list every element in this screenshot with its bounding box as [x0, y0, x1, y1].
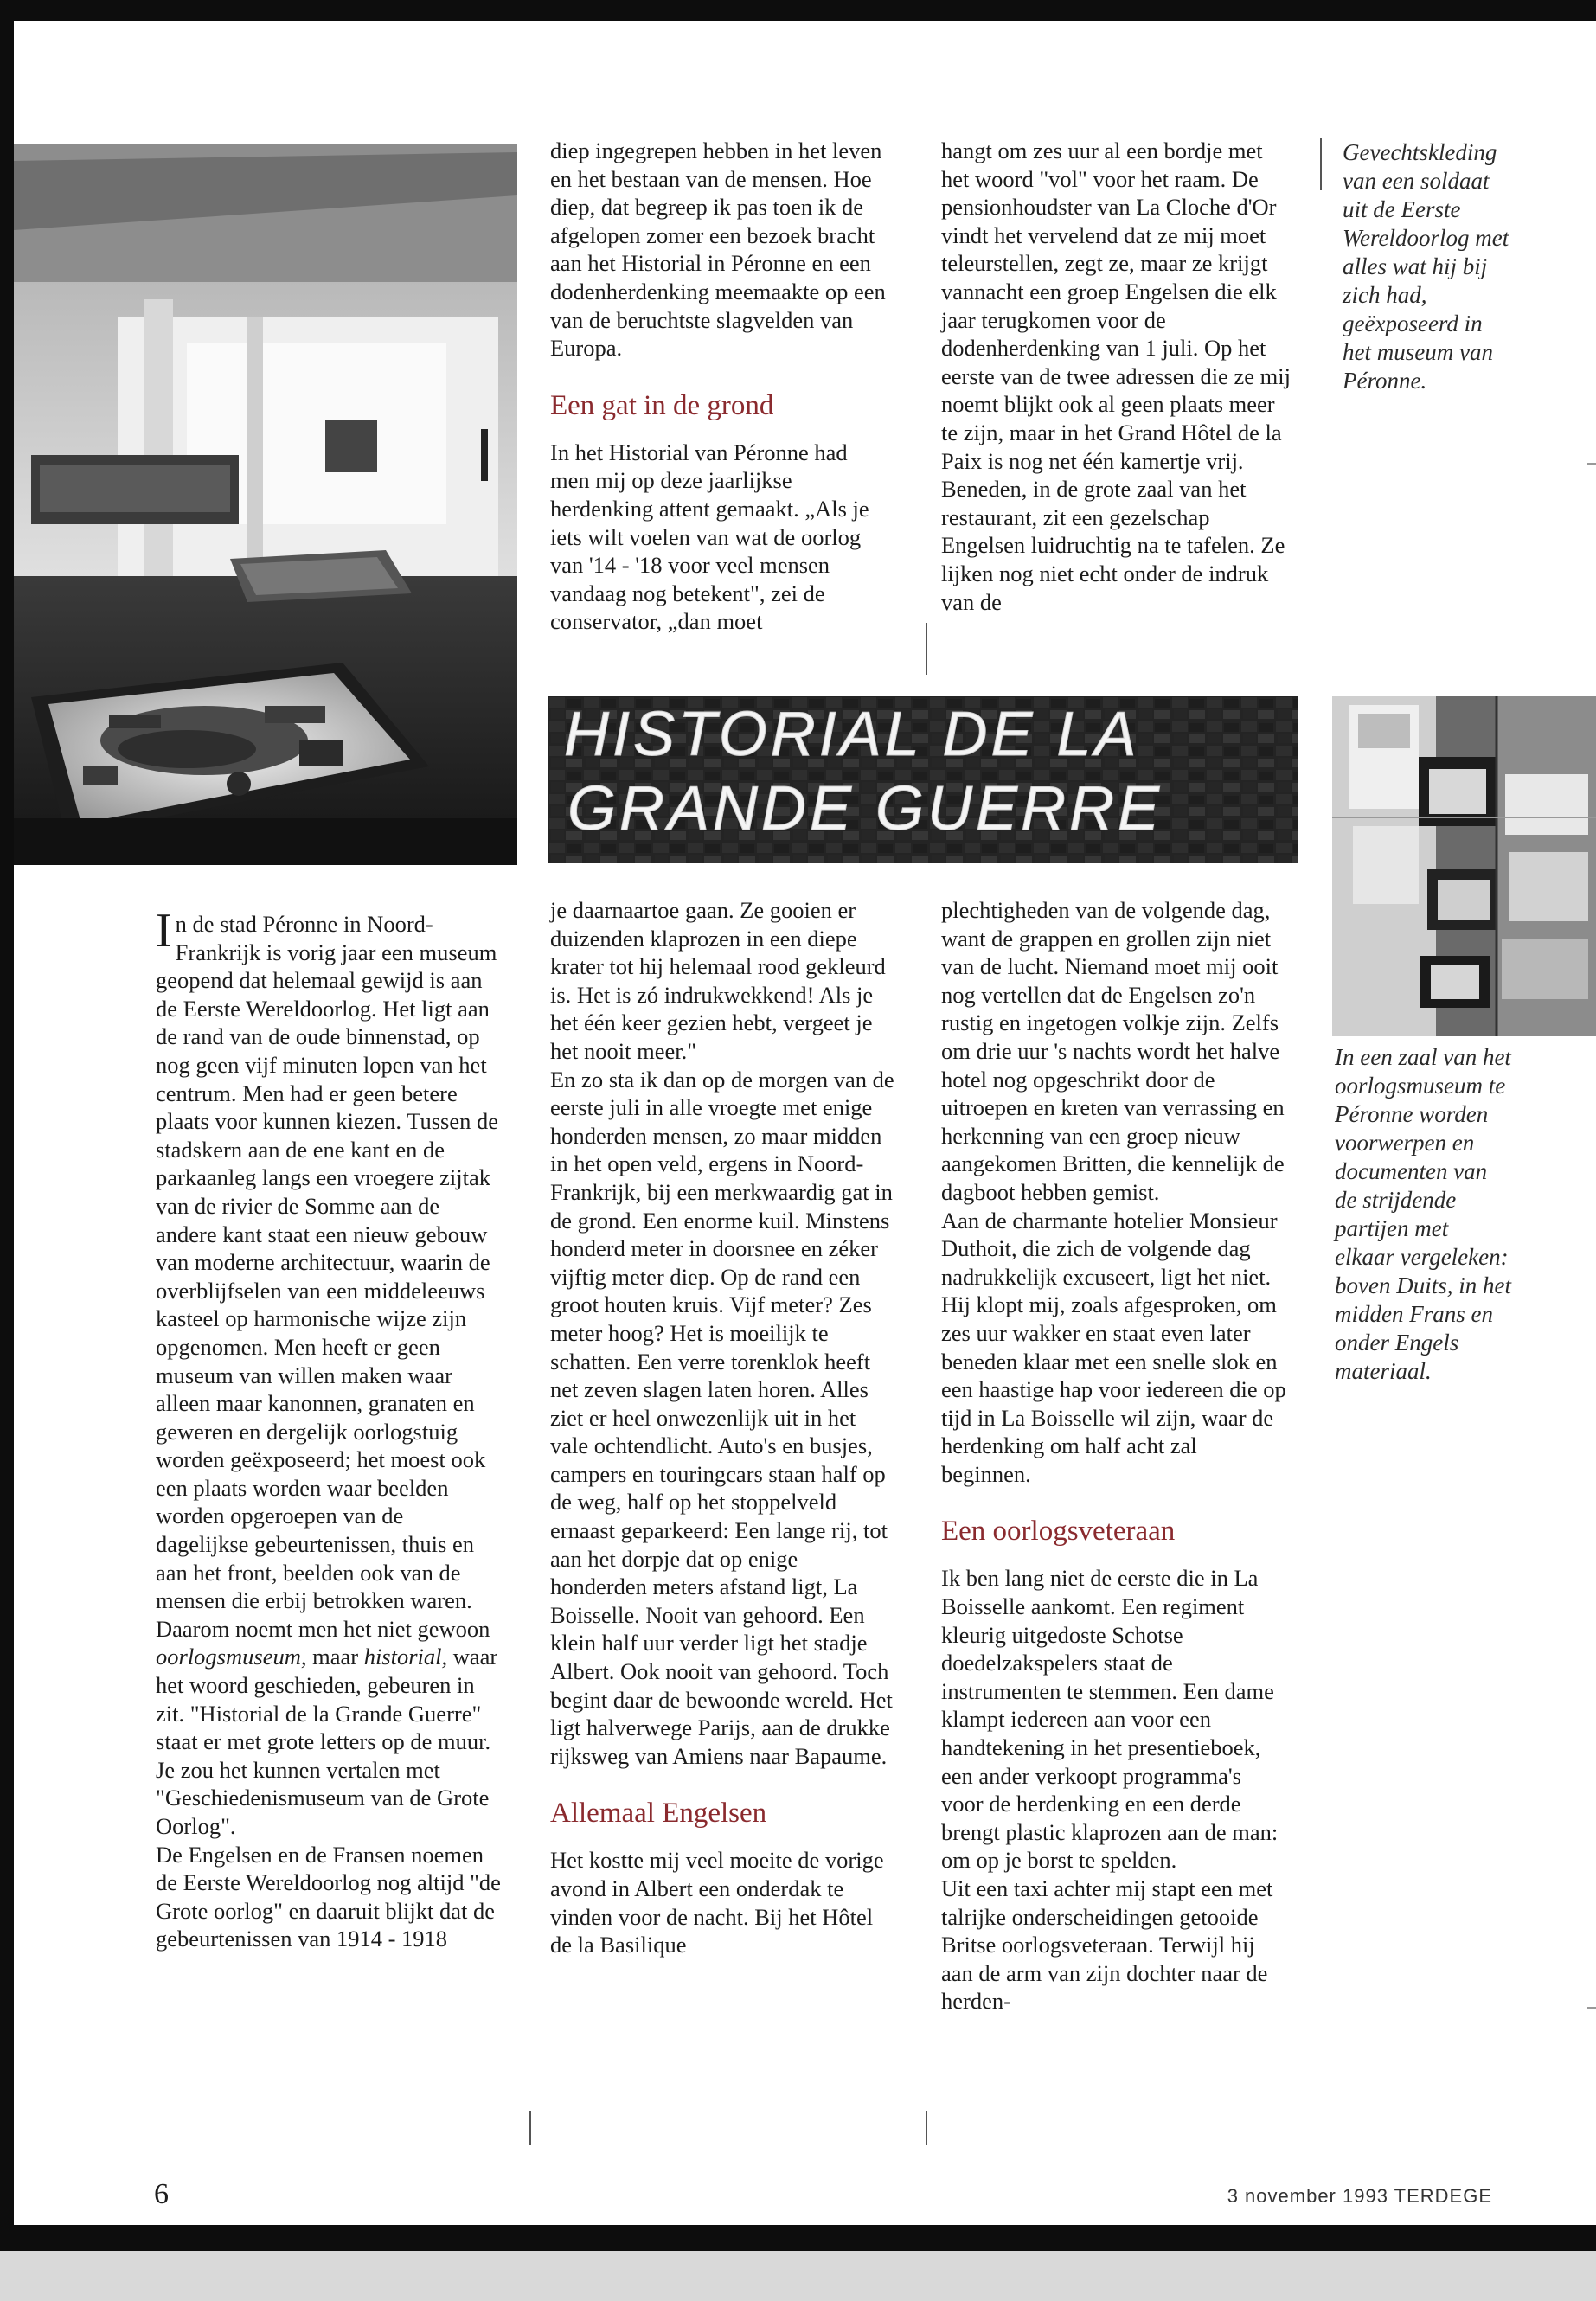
- museum-hall-photo: [14, 144, 517, 865]
- paragraph: Uit een taxi achter mij stapt een met talrijke onderscheidingen getooide Britse oorlogsveteraan. Terwijl hij aan de arm van zijn dochter naar de herden-: [941, 1875, 1273, 2015]
- scan-border-left: [0, 0, 14, 2301]
- paragraph: In de stad Péronne in Noord-Frankrijk is vorig jaar een museum geopend dat helemaal gewijd is aan de Eerste Wereldoorlog. Het ligt aan de rand van de oude binnenstad, op nog geen vijf minuten lopen van het centrum. Men had er geen betere plaats voor kunnen kiezen. Tussen de stadskern aan de ene kant en de parkaanleg langs een vroegere zijtak van de rivier de Somme aan de andere kant staat een nieuw gebouw van moderne architectuur, waarin de overblijfselen van een middeleeuws kasteel op harmonische wijze zijn opgenomen. Men heeft er geen museum van willen maken waar alleen maar kanonnen, granaten en geweren en dergelijk oorlogstuig worden geëxposeerd; het moest ook een plaats worden waar beelden worden opgeroepen van de dagelijkse gebeurtenissen, thuis en aan het front, beelden ook van de mensen die erbij betrokken waren. Daarom noemt men het niet gewoon oorlogsmuseum, maar historial, waar het woord geschieden, gebeuren in zit. "Historial de la Grande Guerre" staat er met grote letters op de muur. Je zou het kunnen vertalen met "Geschiedenismuseum van de Grote Oorlog".: [156, 904, 498, 1839]
- paragraph: plechtigheden van de volgende dag, want de grappen en grollen zijn niet van de lucht. Niemand moet mij ooit nog vertellen dat de Engelsen zo'n rustig en ingetogen volkje zijn. Zelfs om drie uur 's nachts wordt het halve hotel nog opgeschrikt door de uitroepen en kreten van verrassing en herkenning van een groep nieuw aangekomen Britten, die kennelijk de dagboot hebben gemist.: [941, 897, 1285, 1205]
- caption-display-room: In een zaal van het oorlogsmuseum te Péronne worden voorwerpen en documenten van de strijdende partijen met elkaar vergeleken: boven Duits, in het midden Frans en onder Engels materiaal.: [1335, 1044, 1511, 1384]
- section-heading: Een oorlogsveteraan: [941, 1516, 1176, 1548]
- caption-uniform: Gevechtskleding van een soldaat uit de Eerste Wereldoorlog met alles wat hij bij zich had, geëxposeerd in het museum van Péronne.: [1343, 139, 1509, 394]
- paragraph: Het kostte mij veel moeite de vorige avond in Albert een onderdak te vinden voor de nacht. Bij het Hôtel de la Basilique: [550, 1847, 884, 1958]
- column-rule: [926, 623, 927, 675]
- paragraph: je daarnaartoe gaan. Ze gooien er duizenden klaprozen in een diepe krater tot hij helemaal rood gekleurd is. Het is zó indrukwekkend! Als je het één keer gezien hebt, vergeet je het nooit meer.": [550, 897, 886, 1064]
- historial-sign-photo: [548, 696, 1298, 863]
- paragraph: En zo sta ik dan op de morgen van de eerste juli in alle vroegte met enige honderden mensen, zo maar midden in het open veld, ergens in Noord-Frankrijk, bij een merkwaardig gat in de grond. Een enorme kuil. Minstens honderd meter in doorsnee en zéker vijftig meter diep. Op de rand een groot houten kruis. Vijf meter? Zes meter hoog? Het is moeilijk te schatten. Een verre torenklok heeft net zeven slagen laten horen. Alles ziet er heel onwezenlijk uit in het vale ochtendlicht. Auto's en busjes, campers en touringcars staan half op de weg, half op het stoppelveld ernaast geparkeerd: Een lange rij, tot aan het dorpje dat op enige honderden meters afstand ligt, La Boisselle. Nooit van gehoord. Een klein half uur verder ligt het stadje Albert. Ook nooit van gehoord. Toch begint daar de bewoonde wereld. Het ligt halverwege Parijs, aan de drukke rijksweg van Amiens naar Bapaume.: [550, 1066, 894, 1769]
- paragraph: diep ingegrepen hebben in het leven en het bestaan van de mensen. Hoe diep, dat begreep ik pas toen ik de afgelopen zomer een bezoek bracht aan het Historial in Péronne en een dodenherdenking meemaakte op een van de beruchtste slagvelden van Europa.: [550, 138, 886, 362]
- column-3-top: [941, 137, 1294, 616]
- column-rule: [1320, 138, 1322, 190]
- emphasis: historial,: [363, 1644, 448, 1670]
- paragraph: hangt om zes uur al een bordje met het woord "vol" voor het raam. De pensionhoudster van La Cloche d'Or vindt het vervelend dat ze mij moet teleurstellen, zegt ze, maar ze krijgt vannacht een groep Engelsen die elk jaar terugkomen voor de dodenherdenking van 1 juli. Op het eerste van de twee adressen die ze mij noemt blijkt ook al geen plaats meer te zijn, maar in het Grand Hôtel de la Paix is nog net één kamertje vrij. Beneden, in de grote zaal van het restaurant, zit een gezelschap Engelsen luidruchtig na te tafelen. Ze lijken nog niet echt onder de indruk van de: [941, 138, 1291, 615]
- sign-line-2: GRANDE GUERRE: [567, 774, 1163, 843]
- sign-line-1: HISTORIAL DE LA: [564, 700, 1140, 769]
- column-2-bottom: [550, 896, 896, 1959]
- paragraph: Aan de charmante hotelier Monsieur Duthoit, die zich de volgende dag nadrukkelijk excuseert, ligt het niet. Hij klopt mij, zoals afgesproken, om zes uur wakker en staat even later beneden klaar met een snelle slok en een haastige hap voor iedereen die op tijd in La Boisselle wil zijn, waar de herdenking om half acht zal beginnen.: [941, 1207, 1286, 1487]
- page-number: 6: [154, 2178, 169, 2210]
- section-heading: Allemaal Engelsen: [550, 1798, 767, 1830]
- display-case-photo: [1332, 696, 1596, 1036]
- emphasis: oorlogsmuseum,: [156, 1644, 307, 1670]
- scan-border-bottom: [0, 2225, 1596, 2251]
- paragraph: Ik ben lang niet de eerste die in La Boisselle aankomt. Een regiment kleurig uitgedoste Schotse doedelzakspelers staat de instrumenten te stemmen. Een dame klampt iedereen aan voor een handtekening in het presentieboek, een ander verkoopt programma's voor de herdenking en een derde brengt plastic klaprozen aan de man: om op je borst te spelden.: [941, 1565, 1279, 1874]
- scan-edge-mark: [1587, 463, 1596, 465]
- paragraph: De Engelsen en de Fransen noemen de Eerste Wereldoorlog nog altijd "de Grote oorlog" en daaruit blijkt dat de gebeurtenissen van 1914 - 1918: [156, 1841, 501, 1952]
- column-1: [156, 904, 502, 1953]
- scan-border-top: [0, 0, 1596, 21]
- column-rule: [529, 2111, 531, 2145]
- column-rule: [926, 2111, 927, 2145]
- drop-cap: I: [156, 904, 172, 958]
- scan-margin-strip: [0, 2251, 1596, 2301]
- section-heading: Een gat in de grond: [550, 389, 774, 421]
- paragraph: In het Historial van Péronne had men mij op deze jaarlijkse herdenking attent gemaakt. „Als je iets wilt voelen van wat de oorlog van '14 - '18 voor veel mensen vandaag nog betekent", zei de conservator, „dan moet: [550, 439, 869, 635]
- scan-edge-mark: [1587, 2007, 1596, 2009]
- column-3-bottom: [941, 896, 1287, 2016]
- issue-line: 3 november 1993 TERDEGE: [1227, 2185, 1492, 2207]
- column-2-top: [550, 137, 889, 636]
